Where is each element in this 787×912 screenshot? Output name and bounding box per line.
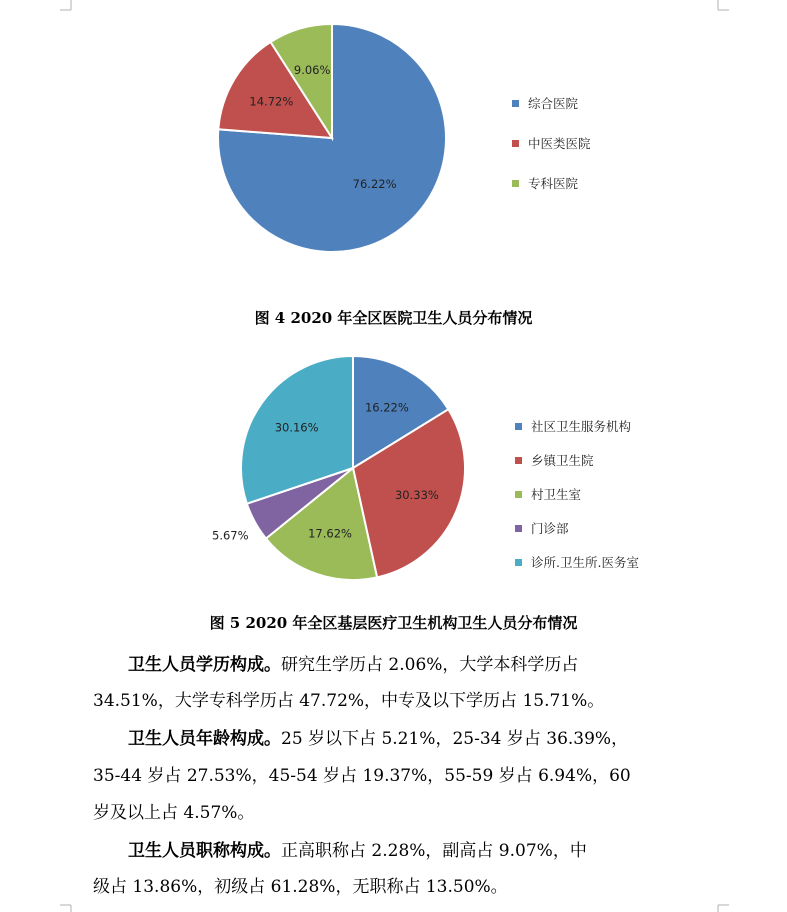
legend-item	[515, 485, 581, 503]
paragraph-line	[128, 724, 628, 749]
legend-swatch	[512, 180, 519, 187]
pie-data-label: 76.22%	[352, 177, 397, 192]
legend-swatch	[512, 140, 519, 147]
pie-data-label: 16.22%	[364, 400, 409, 415]
legend-swatch	[515, 525, 522, 532]
legend-item	[515, 519, 569, 537]
legend-label: 乡镇卫生院	[531, 453, 594, 468]
paragraph-text: 25 岁以下占 5.21%，25-34 岁占 36.39%，	[281, 729, 629, 749]
figure-4-caption: 图 4 2020 年全区医院卫生人员分布情况	[254, 309, 533, 327]
paragraph-lead: 卫生人员职称构成。	[128, 841, 281, 861]
pie-data-label: 5.67%	[212, 528, 249, 543]
paragraph-lead: 卫生人员年龄构成。	[128, 729, 281, 749]
hospital-staff-pie-chart	[200, 10, 460, 270]
primary-care-staff-legend	[515, 417, 715, 577]
paragraph-line: 级占 13.86%，初级占 61.28%，无职称占 13.50%。	[93, 877, 508, 897]
legend-swatch	[515, 423, 522, 430]
paragraph-line	[128, 650, 578, 675]
legend-swatch	[515, 457, 522, 464]
pie-data-label: 9.06%	[293, 63, 331, 78]
pie-data-label: 14.72%	[249, 94, 294, 109]
paragraph-text: 研究生学历占 2.06%，大学本科学历占	[281, 655, 579, 675]
legend-swatch	[515, 559, 522, 566]
legend-label: 村卫生室	[531, 487, 582, 502]
primary-care-staff-pie-chart	[200, 348, 500, 608]
legend-item	[515, 417, 631, 435]
paragraph-line: 岁及以上占 4.57%。	[93, 803, 255, 823]
legend-swatch	[512, 100, 519, 107]
legend-label: 中医类医院	[528, 136, 591, 151]
legend-item	[512, 174, 578, 192]
figure-5-caption: 图 5 2020 年全区基层医疗卫生机构卫生人员分布情况	[209, 614, 578, 632]
legend-item	[512, 94, 578, 112]
paragraph-line: 35-44 岁占 27.53%，45-54 岁占 19.37%，55-59 岁占 6.94%，60	[93, 766, 631, 786]
legend-item	[515, 451, 594, 469]
pie-data-label: 30.16%	[274, 420, 319, 435]
pie-data-label: 17.62%	[308, 526, 352, 541]
legend-label: 专科医院	[528, 176, 579, 191]
legend-item	[515, 553, 639, 571]
paragraph-line: 34.51%，大学专科学历占 47.72%，中专及以下学历占 15.71%。	[93, 691, 605, 711]
paragraph-line	[128, 836, 587, 861]
hospital-staff-legend	[512, 94, 712, 204]
paragraph-text: 正高职称占 2.28%，副高占 9.07%，中	[281, 841, 587, 861]
legend-item	[512, 134, 591, 152]
legend-label: 综合医院	[528, 96, 579, 111]
legend-label: 社区卫生服务机构	[531, 419, 632, 434]
paragraph-lead: 卫生人员学历构成。	[128, 655, 281, 675]
legend-label: 门诊部	[531, 521, 569, 536]
legend-label: 诊所.卫生所.医务室	[531, 555, 639, 570]
pie-data-label: 30.33%	[394, 488, 439, 503]
legend-swatch	[515, 491, 522, 498]
